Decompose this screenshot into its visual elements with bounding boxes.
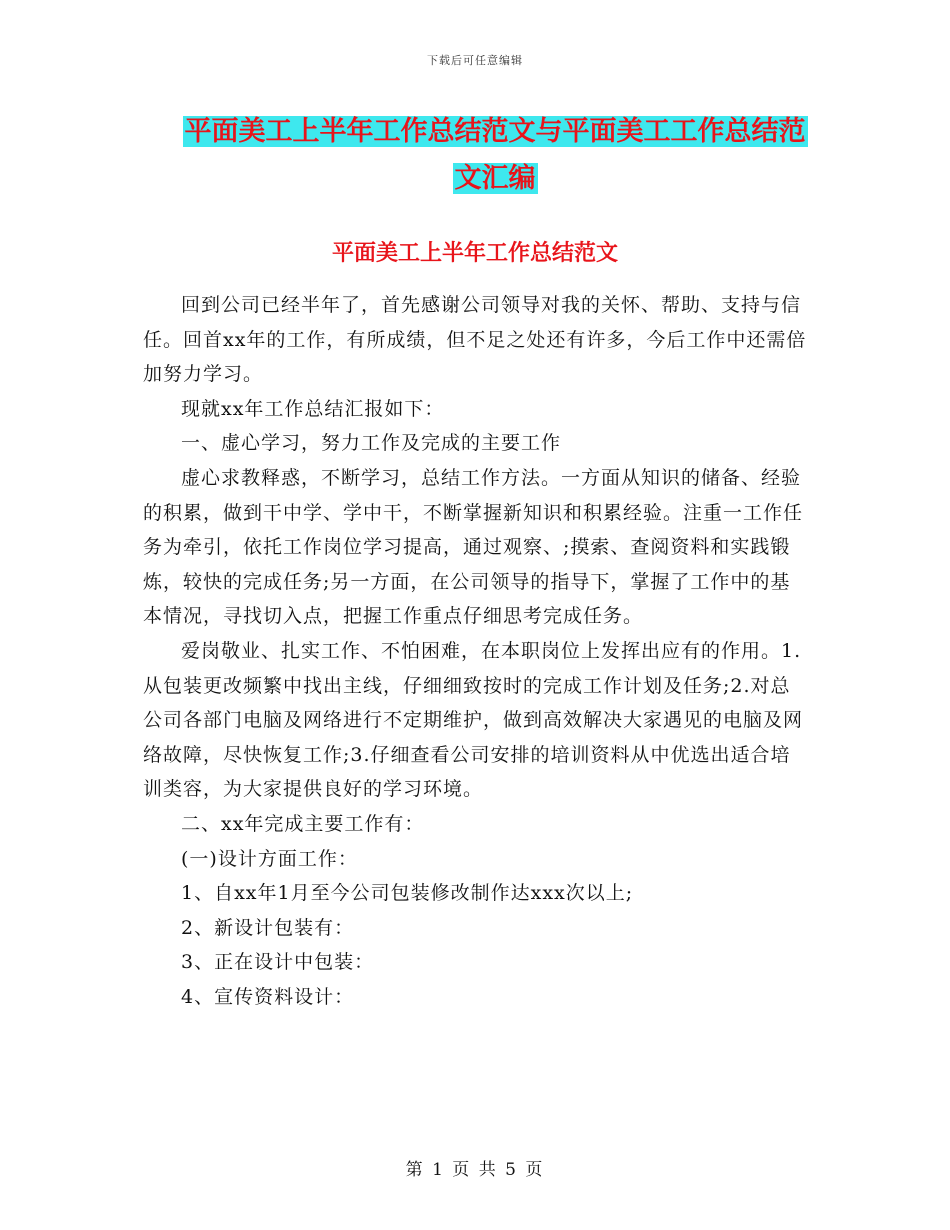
list-item-4: 4、宣传资料设计：	[181, 985, 355, 1008]
list-item-1: 1、自xx年1月至今公司包装修改制作达xxx次以上;	[181, 882, 634, 905]
paragraph-report-lead: 现就xx年工作总结汇报如下：	[181, 397, 445, 420]
document-body	[143, 288, 807, 1014]
section-title: 平面美工上半年工作总结范文	[331, 241, 618, 266]
heading-part-two: 二、xx年完成主要工作有：	[181, 812, 425, 835]
page-number: 第 1 页 共 5 页	[405, 1160, 545, 1180]
list-item-3: 3、正在设计中包装：	[181, 951, 375, 974]
paragraph-dedication: 爱岗敬业、扎实工作、不怕困难，在本职岗位上发挥出应有的作用。1.从包装更改频繁中找出主线，仔细细致按时的完成工作计划及任务;2.对总公司各部门电脑及网络进行不定期维护，做到高效解决大家遇见的电脑及网络故障，尽快恢复工作;3.仔细查看公司安排的培训资料从中优选出适合培训类容，为大家提供良好的学习环境。	[143, 639, 804, 801]
header-note: 下载后可任意编辑	[427, 54, 523, 67]
paragraph-learning: 虚心求教释惑，不断学习，总结工作方法。一方面从知识的储备、经验的积累，做到干中学、学中干，不断掌握新知识和积累经验。注重一工作任务为牵引，依托工作岗位学习提高，通过观察、;摸索、查阅资料和实践锻炼，较快的完成任务;另一方面，在公司领导的指导下，掌握了工作中的基本情况，寻找切入点，把握工作重点仔细思考完成任务。	[143, 466, 804, 628]
document-title	[140, 108, 850, 202]
list-item-2: 2、新设计包装有：	[181, 916, 355, 939]
document-title-line-2: 文汇编	[454, 163, 536, 194]
heading-part-one: 一、虚心学习，努力工作及完成的主要工作	[181, 432, 562, 455]
document-title-line-1: 平面美工上半年工作总结范文与平面美工工作总结范	[184, 116, 806, 147]
subheading-design-work: (一)设计方面工作：	[181, 847, 358, 870]
paragraph-intro: 回到公司已经半年了，首先感谢公司领导对我的关怀、帮助、支持与信任。回首xx年的工作，有所成绩，但不足之处还有许多，今后工作中还需倍加努力学习。	[143, 294, 807, 386]
